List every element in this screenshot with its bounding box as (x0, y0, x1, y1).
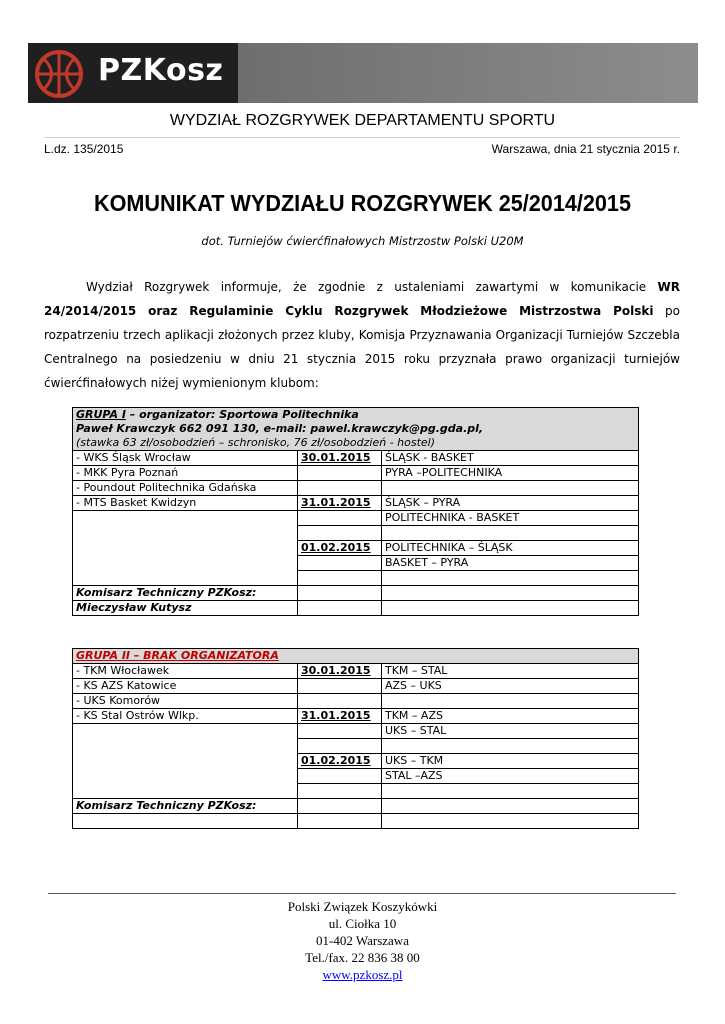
group-1-contact: Paweł Krawczyk 662 091 130, e-mail: pawel.krawczyk@pg.gda.pl, (76, 422, 484, 435)
empty-cell (298, 799, 382, 814)
table-row (73, 799, 639, 814)
commissioner-label: Komisarz Techniczny PZKosz: (73, 586, 298, 601)
table-row (73, 601, 639, 616)
table-row (73, 724, 639, 739)
match-cell: TKM – STAL (382, 664, 639, 679)
team-cell: - MTS Basket Kwidzyn (73, 496, 298, 511)
banner-decoration (238, 43, 698, 103)
banner-logo-area (28, 43, 238, 103)
match-cell: POLITECHNIKA – ŚLĄSK (382, 541, 639, 556)
empty-cell (382, 571, 639, 586)
empty-cell (382, 694, 639, 709)
footer-city: 01-402 Warszawa (316, 933, 409, 948)
empty-cell (298, 724, 382, 739)
body-text-1: Wydział Rozgrywek informuje, że zgodnie z ustaleniami zawartymi w komunikacie (86, 280, 658, 294)
department-heading: WYDZIAŁ ROZGRYWEK DEPARTAMENTU SPORTU (169, 112, 556, 129)
empty-cell (382, 586, 639, 601)
footer-phone: Tel./fax. 22 836 38 00 (305, 950, 420, 965)
table-row (73, 694, 639, 709)
basketball-logo-icon (34, 49, 84, 99)
table-row (73, 649, 639, 664)
group-2-table (72, 648, 639, 829)
group-1-organizer: – organizator: Sportowa Politechnika (125, 408, 359, 421)
match-date: 30.01.2015 (298, 664, 382, 679)
team-cell: - TKM Włocławek (73, 664, 298, 679)
table-row (73, 451, 639, 466)
match-cell: POLITECHNIKA - BASKET (382, 511, 639, 526)
match-cell: PYRA –POLITECHNIKA (382, 466, 639, 481)
empty-cell (298, 481, 382, 496)
table-row (73, 814, 639, 829)
match-date: 31.01.2015 (298, 496, 382, 511)
empty-cell (382, 526, 639, 541)
header-divider (44, 137, 680, 138)
group-1-name: GRUPA I (76, 408, 126, 421)
reference-number: L.dz. 135/2015 (44, 142, 124, 156)
empty-cell (298, 769, 382, 784)
match-date: 30.01.2015 (298, 451, 382, 466)
empty-cell (298, 739, 382, 754)
header-banner (28, 43, 698, 103)
page-subtitle: dot. Turniejów ćwierćfinałowych Mistrzostw Polski U20M (201, 234, 524, 248)
group-1-header (73, 408, 639, 451)
table-row (73, 709, 639, 724)
commissioner-label: Komisarz Techniczny PZKosz: (73, 799, 298, 814)
match-date: 31.01.2015 (298, 709, 382, 724)
team-cell: - WKS Śląsk Wrocław (73, 451, 298, 466)
match-cell: UKS – STAL (382, 724, 639, 739)
table-row (73, 408, 639, 451)
body-text-2: po rozpatrzeniu trzech aplikacji złożonych przez kluby, Komisja Przyznawania Organizacji Turniejów Szczebla Centralnego na posiedzeniu w dniu 21 stycznia 2015 roku przyznała prawo organizacji turniejów ćwierćfinałowych niżej wymienionym klubom: (44, 304, 680, 390)
table-row (73, 679, 639, 694)
empty-cell (73, 511, 298, 586)
empty-cell (382, 739, 639, 754)
body-paragraph (44, 275, 680, 395)
match-cell: ŚLĄSK - BASKET (382, 451, 639, 466)
match-cell: ŚLĄSK – PYRA (382, 496, 639, 511)
match-cell: BASKET – PYRA (382, 556, 639, 571)
group-1-rates: (stawka 63 zł/osobodzień – schronisko, 76 zł/osobodzień - hostel) (76, 436, 436, 449)
match-cell: UKS – TKM (382, 754, 639, 769)
logo-text: PZKosz (98, 53, 224, 88)
empty-cell (298, 466, 382, 481)
empty-cell (298, 526, 382, 541)
empty-cell (298, 601, 382, 616)
empty-cell (298, 571, 382, 586)
empty-cell (73, 814, 298, 829)
empty-cell (298, 814, 382, 829)
table-row (73, 511, 639, 526)
commissioner-name: Mieczysław Kutysz (73, 601, 298, 616)
empty-cell (298, 511, 382, 526)
empty-cell (298, 679, 382, 694)
footer-divider (48, 893, 676, 894)
team-cell: - KS Stal Ostrów Wlkp. (73, 709, 298, 724)
page-title: KOMUNIKAT WYDZIAŁU ROZGRYWEK 25/2014/2015 (93, 190, 631, 216)
match-cell: TKM – AZS (382, 709, 639, 724)
team-cell: - MKK Pyra Poznań (73, 466, 298, 481)
empty-cell (382, 601, 639, 616)
match-date: 01.02.2015 (298, 754, 382, 769)
team-cell: - KS AZS Katowice (73, 679, 298, 694)
group-1-table (72, 407, 639, 616)
table-row (73, 496, 639, 511)
empty-cell (382, 481, 639, 496)
table-row (73, 586, 639, 601)
team-cell: - UKS Komorów (73, 694, 298, 709)
empty-cell (382, 784, 639, 799)
place-date: Warszawa, dnia 21 stycznia 2015 r. (491, 142, 680, 156)
empty-cell (382, 814, 639, 829)
table-row (73, 664, 639, 679)
match-cell: STAL –AZS (382, 769, 639, 784)
group-2-header: GRUPA II – BRAK ORGANIZATORA (73, 649, 639, 664)
footer-org: Polski Związek Koszykówki (287, 899, 438, 914)
footer (0, 898, 725, 983)
match-date: 01.02.2015 (298, 541, 382, 556)
empty-cell (298, 694, 382, 709)
team-cell: - Poundout Politechnika Gdańska (73, 481, 298, 496)
empty-cell (298, 784, 382, 799)
empty-cell (382, 799, 639, 814)
table-row (73, 466, 639, 481)
match-cell: AZS – UKS (382, 679, 639, 694)
footer-street: ul. Ciołka 10 (328, 916, 397, 931)
table-row (73, 481, 639, 496)
footer-website-link[interactable]: www.pzkosz.pl (322, 967, 403, 982)
body-text-bold: WR 24/2014/2015 oraz Regulaminie Cyklu Rozgrywek Młodzieżowe Mistrzostwa Polski (44, 280, 680, 318)
empty-cell (73, 724, 298, 799)
empty-cell (298, 556, 382, 571)
empty-cell (298, 586, 382, 601)
